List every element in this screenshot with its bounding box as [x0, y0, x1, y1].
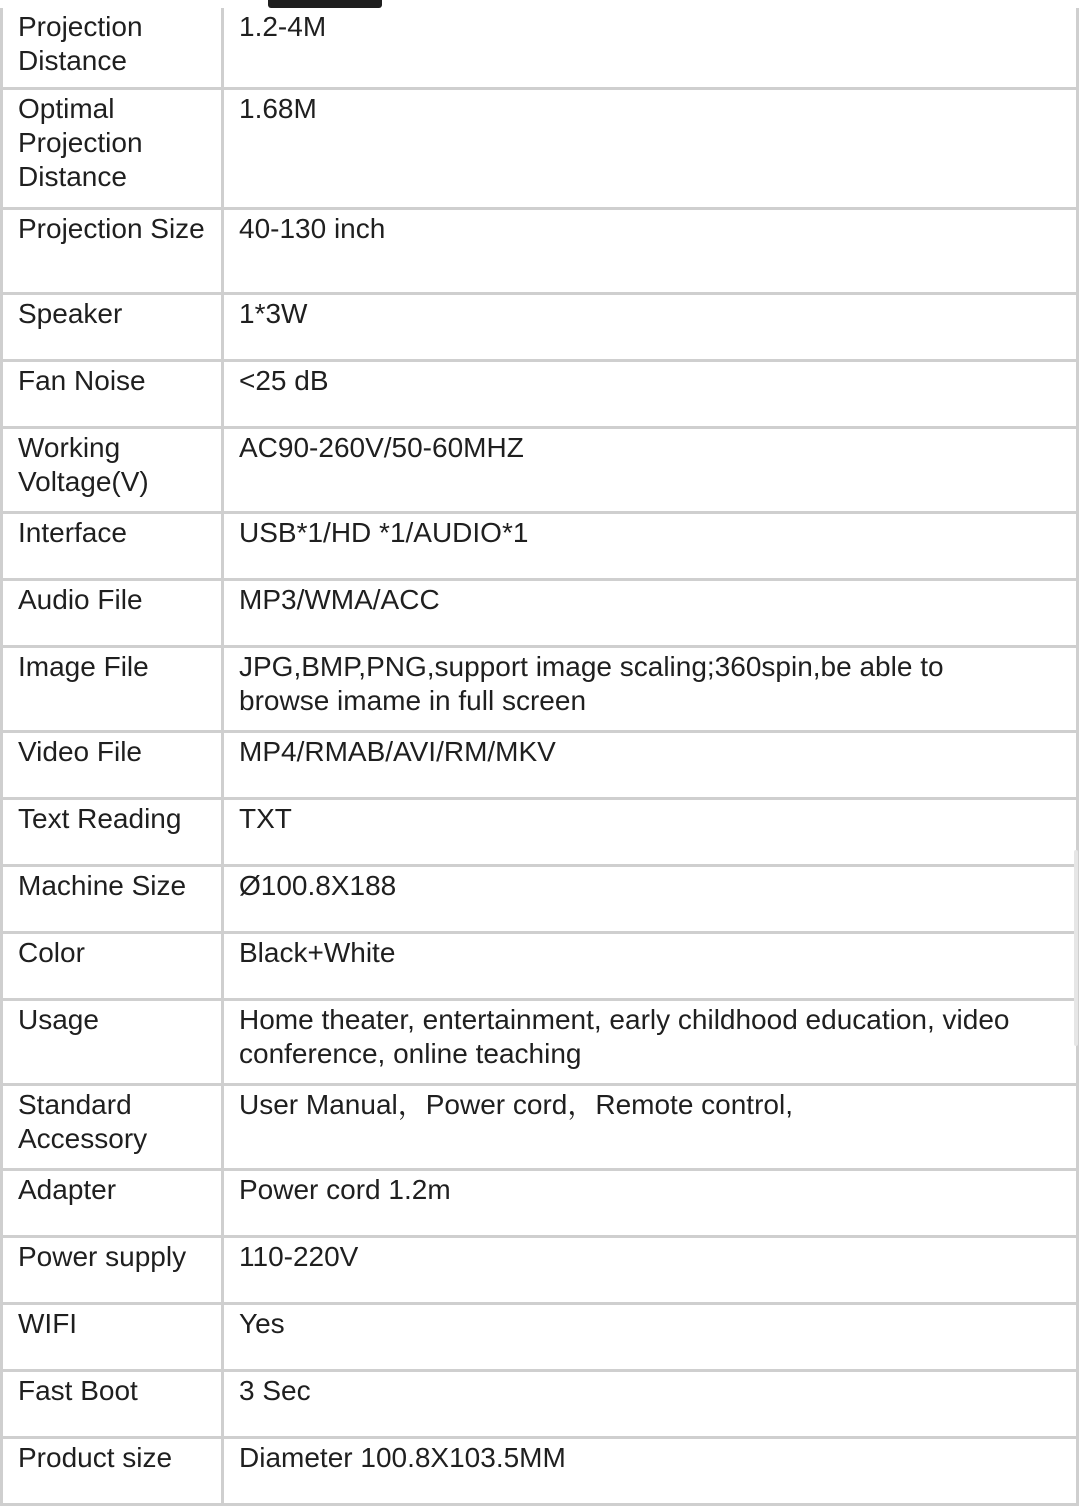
spec-value: 3 Sec — [223, 1370, 1078, 1437]
spec-label: Interface — [2, 512, 223, 579]
table-row — [2, 731, 1078, 798]
spec-label: Fan Noise — [2, 360, 223, 427]
table-row — [2, 88, 1078, 208]
spec-label: Working Voltage(V) — [2, 427, 223, 512]
spec-value: USB*1/HD *1/AUDIO*1 — [223, 512, 1078, 579]
spec-value: AC90-260V/50-60MHZ — [223, 427, 1078, 512]
table-row — [2, 579, 1078, 646]
spec-label: Text Reading — [2, 798, 223, 865]
spec-value: Diameter 100.8X103.5MM — [223, 1437, 1078, 1504]
table-row — [2, 1236, 1078, 1303]
table-row — [2, 8, 1078, 88]
scrollbar[interactable] — [1074, 850, 1078, 1046]
spec-value: 40-130 inch — [223, 208, 1078, 293]
spec-label: Product size — [2, 1437, 223, 1504]
spec-label: Video File — [2, 731, 223, 798]
spec-label: Image File — [2, 646, 223, 731]
spec-value: MP3/WMA/ACC — [223, 579, 1078, 646]
spec-value: Power cord 1.2m — [223, 1169, 1078, 1236]
spec-label: Speaker — [2, 293, 223, 360]
table-row — [2, 1437, 1078, 1504]
spec-value: 1.68M — [223, 88, 1078, 208]
spec-label: Standard Accessory — [2, 1084, 223, 1169]
table-row — [2, 932, 1078, 999]
table-row — [2, 360, 1078, 427]
spec-label: Machine Size — [2, 865, 223, 932]
spec-value: 1.2-4M — [223, 8, 1078, 88]
spec-label: Projection Size — [2, 208, 223, 293]
spec-label: Optimal Projection Distance — [2, 88, 223, 208]
top-scroll-indicator — [268, 0, 382, 8]
spec-value: TXT — [223, 798, 1078, 865]
table-row — [2, 865, 1078, 932]
specifications-table — [0, 8, 1079, 1506]
spec-value: <25 dB — [223, 360, 1078, 427]
table-row — [2, 293, 1078, 360]
spec-label: WIFI — [2, 1303, 223, 1370]
table-row — [2, 208, 1078, 293]
table-row — [2, 512, 1078, 579]
spec-label: Projection Distance — [2, 8, 223, 88]
table-row — [2, 798, 1078, 865]
spec-value: MP4/RMAB/AVI/RM/MKV — [223, 731, 1078, 798]
spec-value: Black+White — [223, 932, 1078, 999]
spec-value: Yes — [223, 1303, 1078, 1370]
spec-label: Usage — [2, 999, 223, 1084]
table-row — [2, 1084, 1078, 1169]
spec-label: Fast Boot — [2, 1370, 223, 1437]
table-row — [2, 1303, 1078, 1370]
spec-label: Color — [2, 932, 223, 999]
spec-label: Audio File — [2, 579, 223, 646]
spec-value: 1*3W — [223, 293, 1078, 360]
table-row — [2, 646, 1078, 731]
spec-value: Home theater, entertainment, early childhood education, video conference, online teaching — [223, 999, 1078, 1084]
table-row — [2, 1169, 1078, 1236]
table-row — [2, 427, 1078, 512]
spec-value: 110-220V — [223, 1236, 1078, 1303]
spec-value: JPG,BMP,PNG,support image scaling;360spin,be able to browse imame in full screen — [223, 646, 1078, 731]
spec-label: Adapter — [2, 1169, 223, 1236]
table-row — [2, 1370, 1078, 1437]
spec-value: User Manual，Power cord，Remote control, — [223, 1084, 1078, 1169]
spec-label: Power supply — [2, 1236, 223, 1303]
spec-value: Ø100.8X188 — [223, 865, 1078, 932]
table-row — [2, 999, 1078, 1084]
